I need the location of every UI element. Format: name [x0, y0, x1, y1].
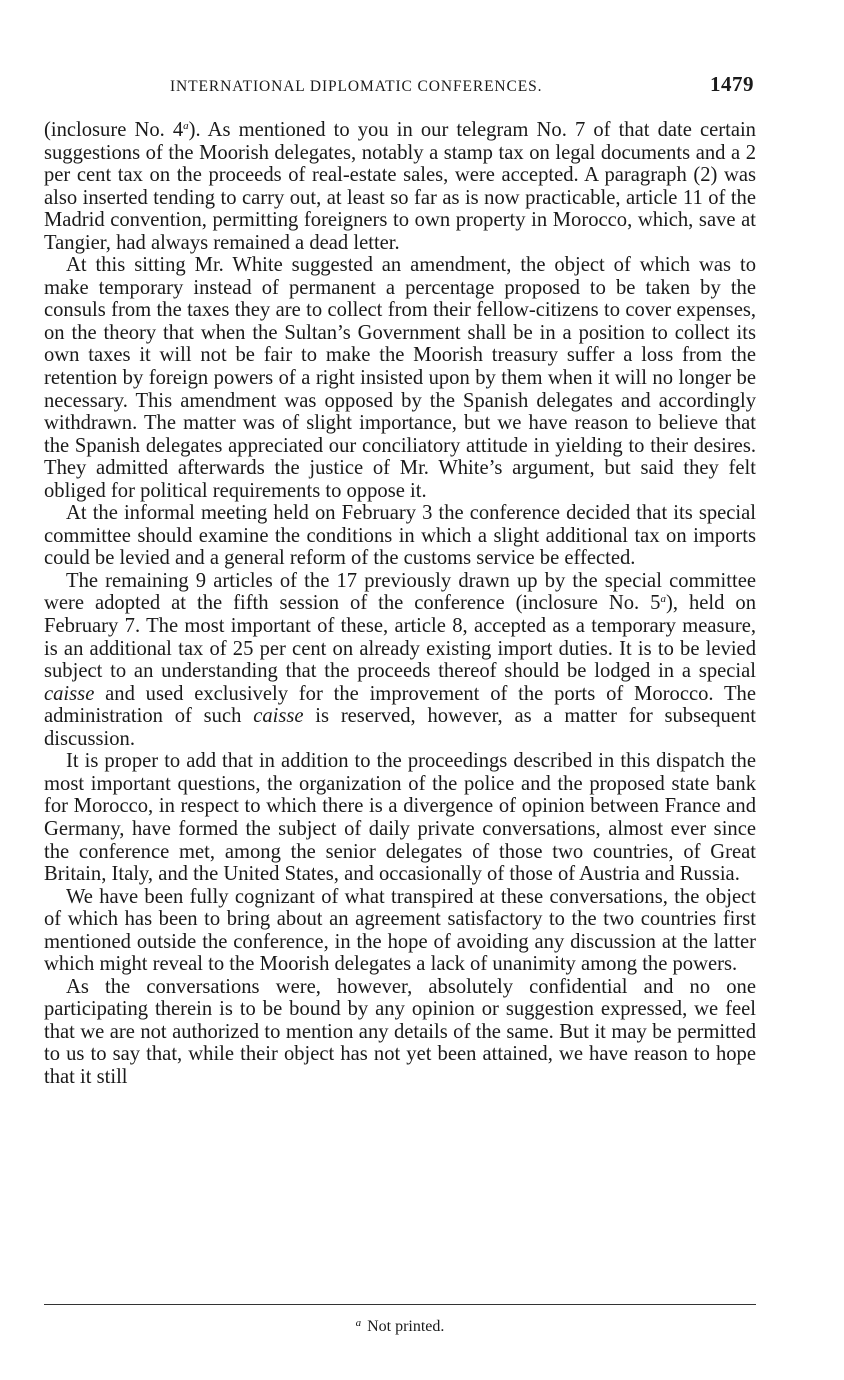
text-run: As the conversations were, however, absolutely confidential and no one participating therein is to be bound by any opinion or suggestion expressed, we feel that we are not authorized to mention any details of the same. But it may be permitted to us to say that, while their object has not yet been attained, we have reason to hope that it still [44, 975, 756, 1088]
body-text [44, 119, 756, 1089]
italic-term: caisse [44, 682, 95, 705]
paragraph [44, 886, 756, 976]
footnote [44, 1317, 756, 1336]
footnote-reference: a [660, 593, 666, 606]
footnote-text: Not printed. [367, 1318, 445, 1335]
text-run: At the informal meeting held on February 3 the conference decided that its special committee should examine the conditions in which a slight additional tax on imports could be levied and a general reform of the customs service be effected. [44, 502, 756, 570]
footnote-divider [44, 1304, 756, 1305]
text-run: ), held on February 7. The most important of these, article 8, accepted as a temporary measure, is an additional tax of 25 per cent on already existing import duties. It is to be levied subject to an understanding that the proceeds thereof should be lodged in a special [44, 592, 756, 683]
text-run: ). As mentioned to you in our telegram No. 7 of that date certain suggestions of the Moorish delegates, notably a stamp tax on legal documents and a 2 per cent tax on the proceeds of real-estate sales, were accepted. A paragraph (2) was also inserted tending to carry out, at least so far as is now practicable, article 11 of the Madrid convention, permitting foreigners to own property in Morocco, which, save at Tangier, had always remained a dead letter. [44, 119, 756, 254]
text-run: and used exclusively for the improvement of the ports of Morocco. The administration of such [44, 682, 756, 728]
paragraph [44, 976, 756, 1089]
footnote-reference: a [183, 120, 189, 132]
text-run: The remaining 9 articles of the 17 previously drawn up by the special committee were adopted at the fifth session of the conference (inclosure No. 5 [44, 569, 756, 615]
text-run: is reserved, however, as a matter for subsequent discussion. [44, 705, 756, 750]
footnote-mark: a [355, 1317, 362, 1329]
running-title: INTERNATIONAL DIPLOMATIC CONFERENCES. [170, 78, 543, 95]
text-run: (inclosure No. 4 [44, 119, 184, 141]
document-page [44, 0, 756, 1380]
paragraph [44, 119, 756, 254]
paragraph [44, 750, 756, 885]
text-run: At this sitting Mr. White suggested an amendment, the object of which was to make temporary instead of permanent a percentage proposed to be taken by the consuls from the taxes they are to collect from their fellow-citizens to cover expenses, on the theory that when the Sultan’s Government shall be in a position to collect its own taxes it will not be fair to make the Moorish treasury suffer a loss from the retention by foreign powers of a right insisted upon by them when it will no longer be necessary. This amendment was opposed by the Spanish delegates and accordingly withdrawn. The matter was of slight importance, but we have reason to believe that the Spanish delegates appreciated our conciliatory attitude in yielding to their desires. They admitted afterwards the justice of Mr. White’s argument, but said they felt obliged for political requirements to oppose it. [44, 254, 756, 502]
text-run: It is proper to add that in addition to the proceedings described in this dispatch the most important questions, the organization of the police and the proposed state bank for Morocco, in respect to which there is a divergence of opinion between France and Germany, have formed the subject of daily private conversations, almost ever since the conference met, among the senior delegates of those two countries, of Great Britain, Italy, and the United States, and occasionally of those of Austria and Russia. [44, 750, 756, 886]
paragraph [44, 254, 756, 502]
paragraph [44, 570, 756, 750]
text-run: We have been fully cognizant of what transpired at these conversations, the object of which has been to bring about an agreement satisfactory to the two countries first mentioned outside the conference, in the hope of avoiding any discussion at the latter which might reveal to the Moorish delegates a lack of unanimity among the powers. [44, 885, 756, 976]
page-number: 1479 [710, 72, 754, 96]
paragraph [44, 502, 756, 570]
italic-term: caisse [253, 705, 304, 728]
running-head [44, 72, 756, 98]
